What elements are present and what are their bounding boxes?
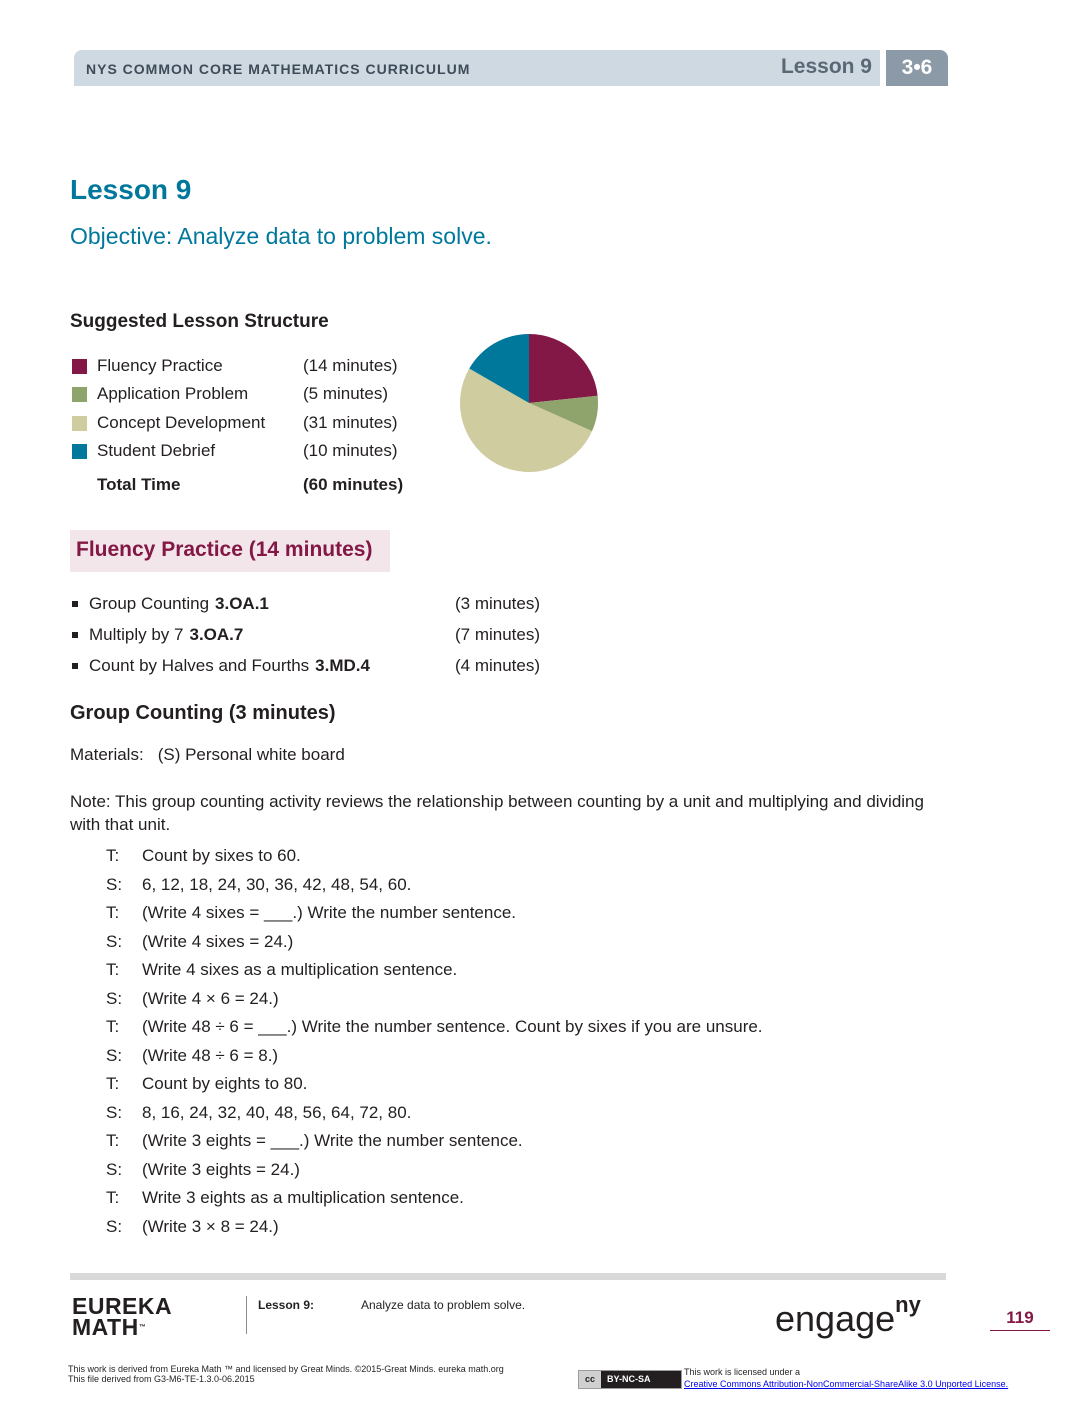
dialogue-text: (Write 4 sixes = 24.) [142, 931, 294, 951]
dialogue-line [106, 1046, 926, 1070]
dialogue-line [106, 903, 926, 927]
speaker: S: [106, 874, 123, 894]
engage-text: engage [775, 1298, 896, 1339]
structure-row [72, 441, 452, 465]
dialogue-text: (Write 3 × 8 = 24.) [142, 1216, 279, 1236]
dialogue-line [106, 932, 926, 956]
speaker: T: [106, 1017, 120, 1036]
fluency-time: (4 minutes) [455, 656, 541, 675]
fluency-time: (7 minutes) [455, 625, 541, 644]
logo-tm: ™ [138, 1324, 147, 1331]
license-intro: This work is licensed under a [684, 1367, 801, 1377]
credit-text [68, 1364, 504, 1384]
logo-line-2 [72, 1314, 172, 1340]
structure-label: Application Problem [97, 384, 249, 403]
fluency-activity: Count by Halves and Fourths [89, 656, 310, 675]
fluency-standard: 3.OA.7 [189, 625, 244, 644]
credit-line-2: This file derived from G3-M6-TE-1.3.0-06.2015 [68, 1374, 255, 1384]
structure-time: (5 minutes) [303, 384, 389, 403]
structure-row [72, 356, 452, 380]
lesson-title: Lesson 9 [70, 174, 192, 205]
speaker: S: [106, 931, 123, 951]
fluency-title: Fluency Practice (14 minutes) [76, 538, 373, 561]
fluency-item-label [89, 656, 370, 676]
dialogue-text: Count by sixes to 60. [142, 846, 301, 865]
dialogue-text: Count by eights to 80. [142, 1074, 308, 1093]
swatch [72, 416, 87, 431]
structure-label: Student Debrief [97, 441, 216, 460]
structure-time: (31 minutes) [303, 413, 398, 432]
footer-rule [70, 1273, 946, 1280]
bullet-icon [72, 601, 78, 607]
speaker: S: [106, 988, 123, 1008]
speaker: T: [106, 1131, 120, 1150]
fluency-item [72, 625, 572, 649]
materials-label: Materials: [70, 745, 144, 764]
speaker: S: [106, 1216, 123, 1236]
license-text [684, 1366, 1008, 1390]
credit-line-1: This work is derived from Eureka Math ™ and licensed by Great Minds. ©2015-Great Minds. eureka math.org [68, 1364, 504, 1374]
fluency-standard: 3.OA.1 [215, 594, 269, 613]
cc-badge-label: BY-NC-SA [607, 1374, 651, 1384]
note: Note: This group counting activity reviews the relationship between counting by a unit and multiplying and dividing with that unit. [70, 792, 924, 834]
speaker: T: [106, 1074, 120, 1093]
dialogue-text: (Write 48 ÷ 6 = 8.) [142, 1045, 279, 1065]
materials [70, 745, 345, 765]
grade-module-badge: 3•6 [886, 50, 948, 86]
structure-time: (10 minutes) [303, 441, 398, 460]
dialogue-text: 6, 12, 18, 24, 30, 36, 42, 48, 54, 60. [142, 874, 412, 894]
fluency-item [72, 656, 572, 680]
speaker: T: [106, 960, 120, 979]
materials-value: (S) Personal white board [157, 745, 345, 764]
dialogue-line [106, 1103, 926, 1127]
total-time: (60 minutes) [303, 475, 404, 494]
ny-text: ny [895, 1292, 921, 1317]
page-number: 119 [1006, 1308, 1034, 1327]
cc-icon: cc [579, 1371, 601, 1388]
fluency-item [72, 594, 572, 618]
structure-row [72, 413, 452, 437]
header-lesson: Lesson 9 [780, 55, 872, 78]
dialogue-line [106, 989, 926, 1013]
dialogue-line [106, 1217, 926, 1241]
speaker: T: [106, 846, 120, 865]
curriculum-label: NYS COMMON CORE MATHEMATICS CURRICULUM [86, 61, 471, 77]
dialogue-line [106, 1160, 926, 1184]
eureka-math-logo [72, 1293, 173, 1340]
footer-lesson-label: Lesson 9: [258, 1298, 315, 1312]
structure-heading: Suggested Lesson Structure [70, 311, 329, 332]
lesson-structure-pie [458, 332, 600, 474]
speaker: S: [106, 1045, 123, 1065]
dialogue-line [106, 1131, 926, 1155]
logo-math: MATH [72, 1314, 139, 1340]
cc-license-badge[interactable] [578, 1370, 682, 1389]
dialogue-text: (Write 3 eights = 24.) [142, 1159, 300, 1179]
fluency-activity: Multiply by 7 [89, 625, 184, 644]
speaker: T: [106, 903, 120, 922]
license-link[interactable]: Creative Commons Attribution-NonCommercial-ShareAlike 3.0 Unported License. [684, 1379, 1009, 1389]
structure-time: (14 minutes) [303, 356, 398, 375]
fluency-time: (3 minutes) [455, 594, 541, 613]
speaker: S: [106, 1102, 123, 1122]
pie-slice [529, 334, 598, 403]
footer-divider [246, 1296, 247, 1334]
dialogue-line [106, 960, 926, 984]
engageny-logo [775, 1292, 921, 1340]
swatch [72, 359, 87, 374]
dialogue-line [106, 1074, 926, 1098]
total-label: Total Time [97, 475, 181, 494]
dialogue-line [106, 1017, 926, 1041]
dialogue-text: (Write 3 eights = ___.) Write the number sentence. [142, 1131, 523, 1150]
logo-line-1: EUREKA [72, 1293, 173, 1319]
bullet-icon [72, 632, 78, 638]
speaker: S: [106, 1159, 123, 1179]
dialogue-line [106, 846, 926, 870]
fluency-item-label [89, 594, 269, 614]
fluency-activity: Group Counting [89, 594, 210, 613]
page-number-rule [990, 1330, 1050, 1331]
dialogue-text: (Write 4 × 6 = 24.) [142, 988, 279, 1008]
dialogue-text: (Write 48 ÷ 6 = ___.) Write the number sentence. Count by sixes if you are unsure. [142, 1017, 763, 1036]
structure-row [72, 384, 452, 408]
swatch [72, 444, 87, 459]
structure-label: Concept Development [97, 413, 266, 432]
dialogue-text: Write 3 eights as a multiplication sentence. [142, 1188, 464, 1207]
fluency-item-label [89, 625, 243, 645]
bullet-icon [72, 663, 78, 669]
objective: Objective: Analyze data to problem solve. [70, 223, 492, 249]
dialogue-line [106, 1188, 926, 1212]
structure-label: Fluency Practice [97, 356, 223, 375]
dialogue-text: (Write 4 sixes = ___.) Write the number sentence. [142, 903, 517, 922]
swatch [72, 387, 87, 402]
dialogue-text: 8, 16, 24, 32, 40, 48, 56, 64, 72, 80. [142, 1102, 412, 1122]
dialogue-line [106, 875, 926, 899]
footer-lesson-objective: Analyze data to problem solve. [361, 1298, 526, 1312]
structure-total-row [72, 475, 452, 499]
dialogue-text: Write 4 sixes as a multiplication sentence. [142, 960, 458, 979]
speaker: T: [106, 1188, 120, 1207]
group-counting-heading: Group Counting (3 minutes) [70, 702, 336, 724]
fluency-standard: 3.MD.4 [315, 656, 370, 675]
